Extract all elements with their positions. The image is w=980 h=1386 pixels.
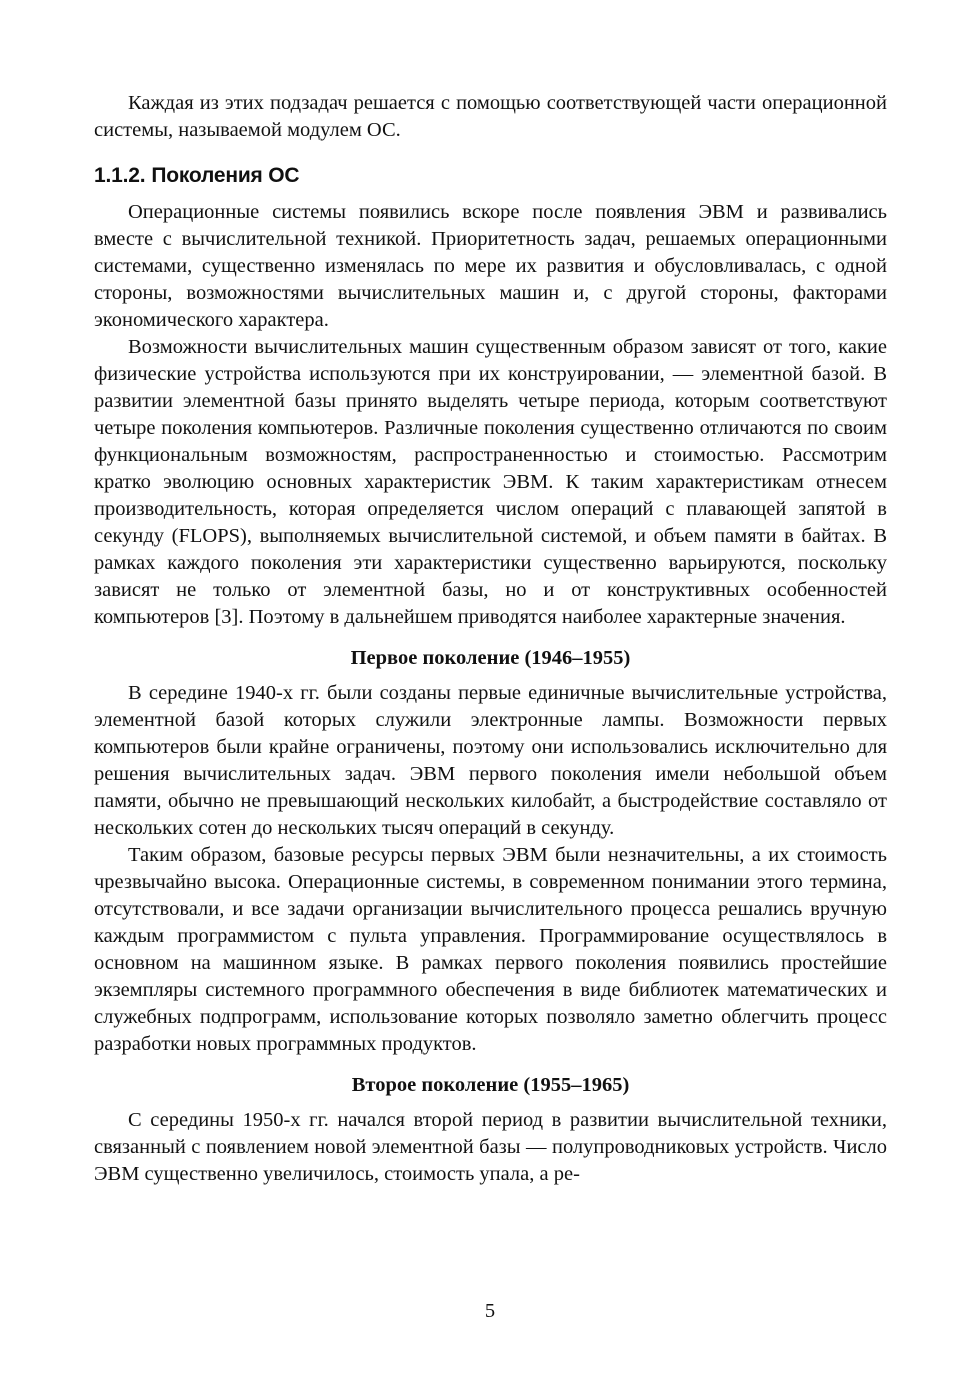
page-content bbox=[94, 90, 887, 1188]
page-number: 5 bbox=[484, 1300, 496, 1322]
first-generation-paragraph: В середине 1940-х гг. были созданы первые единичные вычислительные устройства, элементной базой которых служили электронные лампы. Возможности первых компьютеров были крайне ограничены, поэтому они использовались исключительно для решения вычислительных задач. ЭВМ первого поколения имели небольшой объем памяти, обычно не превышающий нескольких килобайт, а быстродействие составляло от нескольких сотен до нескольких тысяч операций в секунду. bbox=[94, 682, 887, 839]
section-paragraph: Возможности вычислительных машин существенным образом зависят от того, какие физические устройства используются при их конструировании, — элементной базой. В развитии элементной базы принято выделять четыре периода, которым соответствуют четыре поколения компьютеров. Различные поколения существенно отличаются по своим функциональным возможностям, распространенностью и стоимостью. Рассмотрим кратко эволюцию основных характеристик ЭВМ. К таким характеристикам отнесем производительность, которая определяется числом операций с плавающей запятой в секунду (FLOPS), выполняемых вычислительной системой, и объем памяти в байтах. В рамках каждого поколения эти характеристики существенно варьируются, поскольку зависят не только от элементной базы, но и от конструктивных особенностей компьютеров [3]. Поэтому в дальнейшем приводятся наиболее характерные значения. bbox=[94, 336, 887, 628]
section-number: 1.1.2. bbox=[94, 164, 146, 187]
section-paragraph: Операционные системы появились вскоре после появления ЭВМ и развивались вместе с вычислительной техникой. Приоритетность задач, решаемых операционными системами, существенно изменялась по мере их развития и обусловливалась, с одной стороны, возможностями вычислительных машин и, с другой стороны, факторами экономического характера. bbox=[94, 201, 887, 331]
section-heading bbox=[94, 162, 887, 189]
second-generation-heading: Второе поколение (1955–1965) bbox=[351, 1074, 630, 1096]
intro-paragraph: Каждая из этих подзадач решается с помощью соответствующей части операционной системы, называемой модулем ОС. bbox=[94, 92, 887, 141]
first-generation-paragraph: Таким образом, базовые ресурсы первых ЭВМ были незначительны, а их стоимость чрезвычайно высока. Операционные системы, в современном понимании этого термина, отсутствовали, и все задачи организации вычислительного процесса решались вручную каждым программистом с пульта управления. Программирование осуществлялось в основном на машинном языке. В рамках первого поколения появились простейшие экземпляры системного программного обеспечения в виде библиотек математических и служебных подпрограмм, использование которых позволяло заметно облегчить процесс разработки новых программных продуктов. bbox=[94, 844, 887, 1055]
second-generation-paragraph: С середины 1950-х гг. начался второй период в развитии вычислительной техники, связанный с появлением новой элементной базы — полупроводниковых устройств. Число ЭВМ существенно увеличилось, стоимость упала, а ре- bbox=[94, 1109, 887, 1185]
section-title: Поколения ОС bbox=[151, 164, 300, 187]
first-generation-heading: Первое поколение (1946–1955) bbox=[350, 647, 631, 669]
